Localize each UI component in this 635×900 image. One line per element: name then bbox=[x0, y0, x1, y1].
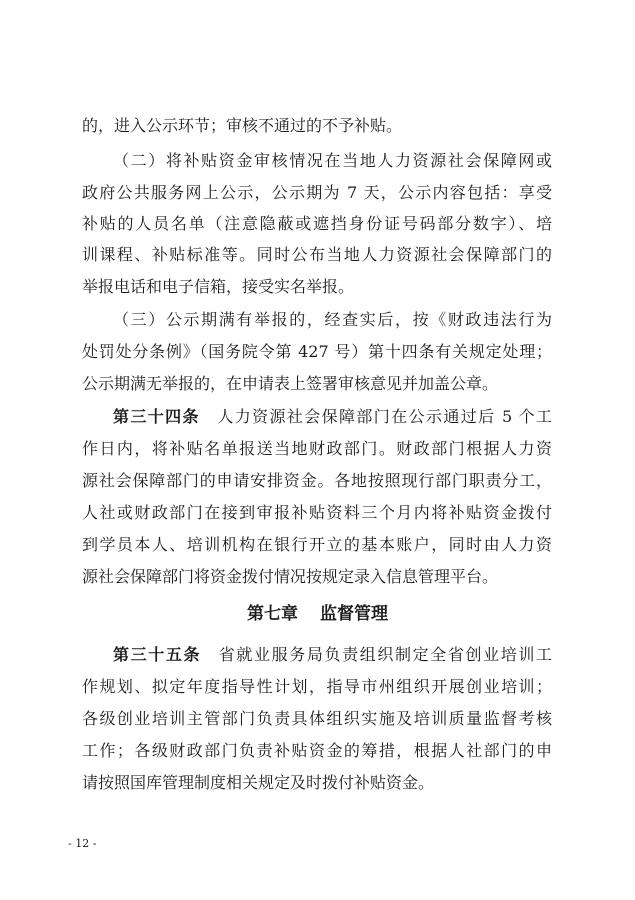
chapter-heading bbox=[0, 603, 635, 625]
page-number: - 12 - bbox=[68, 837, 97, 850]
chapter-number: 第七章 bbox=[247, 604, 298, 624]
body-line: 举报电话和电子信箱，接受实名举报。 bbox=[82, 277, 355, 296]
article-text: 人力资源社会保障部门在公示通过后 5 个工 bbox=[199, 407, 552, 426]
body-line: 源社会保障部门的申请安排资金。各地按照现行部门职责分工， bbox=[82, 471, 552, 490]
body-line: 各级创业培训主管部门负责具体组织实施及培训质量监督考核 bbox=[82, 709, 552, 728]
body-line: 训课程、补贴标准等。同时公布当地人力资源社会保障部门的 bbox=[82, 245, 552, 264]
paragraph-line: （三）公示期满有举报的，经查实后，按《财政违法行为 bbox=[113, 310, 552, 329]
article-heading: 第三十四条 bbox=[113, 407, 200, 426]
body-line: 人社或财政部门在接到审报补贴资料三个月内将补贴资金拨付 bbox=[82, 503, 552, 522]
chapter-title: 监督管理 bbox=[320, 604, 388, 624]
body-line: 的，进入公示环节；审核不通过的不予补贴。 bbox=[82, 116, 403, 135]
body-line: 工作；各级财政部门负责补贴资金的筹措，根据人社部门的申 bbox=[82, 741, 552, 760]
body-line: 请按照国库管理制度相关规定及时拨付补贴资金。 bbox=[82, 773, 435, 792]
body-line: 源社会保障部门将资金拨付情况按规定录入信息管理平台。 bbox=[82, 567, 499, 586]
body-line: 政府公共服务网上公示，公示期为 7 天，公示内容包括：享受 bbox=[82, 183, 552, 202]
body-line: 作规划、拟定年度指导性计划，指导市州组织开展创业培训； bbox=[82, 677, 552, 696]
body-line: 公示期满无举报的，在申请表上签署审核意见并加盖公章。 bbox=[82, 374, 499, 393]
article-text: 省就业服务局负责组织制定全省创业培训工 bbox=[201, 645, 552, 664]
article-heading: 第三十五条 bbox=[113, 645, 202, 664]
article-line bbox=[113, 645, 552, 665]
body-line: 处罚处分条例》（国务院令第 427 号）第十四条有关规定处理； bbox=[82, 342, 552, 361]
body-line: 到学员本人、培训机构在银行开立的基本账户，同时由人力资 bbox=[82, 535, 552, 554]
body-line: 补贴的人员名单（注意隐蔽或遮挡身份证号码部分数字）、培 bbox=[82, 214, 552, 233]
body-line: 作日内，将补贴名单报送当地财政部门。财政部门根据人力资 bbox=[82, 439, 552, 458]
paragraph-line: （二）将补贴资金审核情况在当地人力资源社会保障网或 bbox=[113, 151, 552, 170]
article-line bbox=[113, 407, 552, 427]
